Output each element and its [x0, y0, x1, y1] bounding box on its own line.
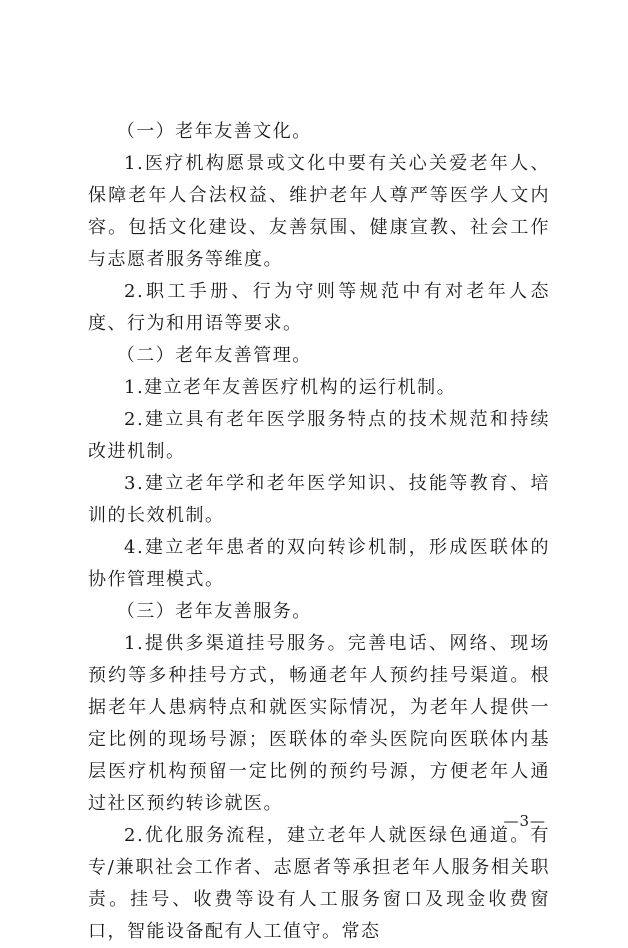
section-heading-3: （三）老年友善服务。 [116, 601, 312, 622]
page-number: —3— [503, 812, 546, 830]
paragraph: 2.职工手册、行为守则等规范中有对老年人态度、行为和用语等要求。 [88, 281, 550, 334]
section-heading-2: （二）老年友善管理。 [116, 345, 312, 366]
paragraph: 1.医疗机构愿景或文化中要有关心关爱老年人、保障老年人合法权益、维护老年人尊严等医学人文内容。包括文化建设、友善氛围、健康宣教、社会工作与志愿者服务等维度。 [88, 153, 550, 270]
paragraph: 1.建立老年友善医疗机构的运行机制。 [124, 377, 457, 398]
paragraph: 3.建立老年学和老年医学知识、技能等教育、培训的长效机制。 [88, 473, 550, 526]
paragraph: 2.优化服务流程，建立老年人就医绿色通道。有专/兼职社会工作者、志愿者等承担老年人服务相关职责。挂号、收费等设有人工服务窗口及现金收费窗口，智能设备配有人工值守。常态 [88, 825, 550, 942]
document-body [88, 116, 550, 948]
section-heading-1: （一）老年友善文化。 [116, 121, 312, 142]
paragraph: 2.建立具有老年医学服务特点的技术规范和持续改进机制。 [88, 409, 550, 462]
paragraph: 1.提供多渠道挂号服务。完善电话、网络、现场预约等多种挂号方式，畅通老年人预约挂号渠道。根据老年人患病特点和就医实际情况，为老年人提供一定比例的现场号源；医联体的牵头医院向医联体内基层医疗机构预留一定比例的预约号源，方便老年人通过社区预约转诊就医。 [88, 633, 550, 814]
paragraph: 4.建立老年患者的双向转诊机制，形成医联体的协作管理模式。 [88, 537, 550, 590]
